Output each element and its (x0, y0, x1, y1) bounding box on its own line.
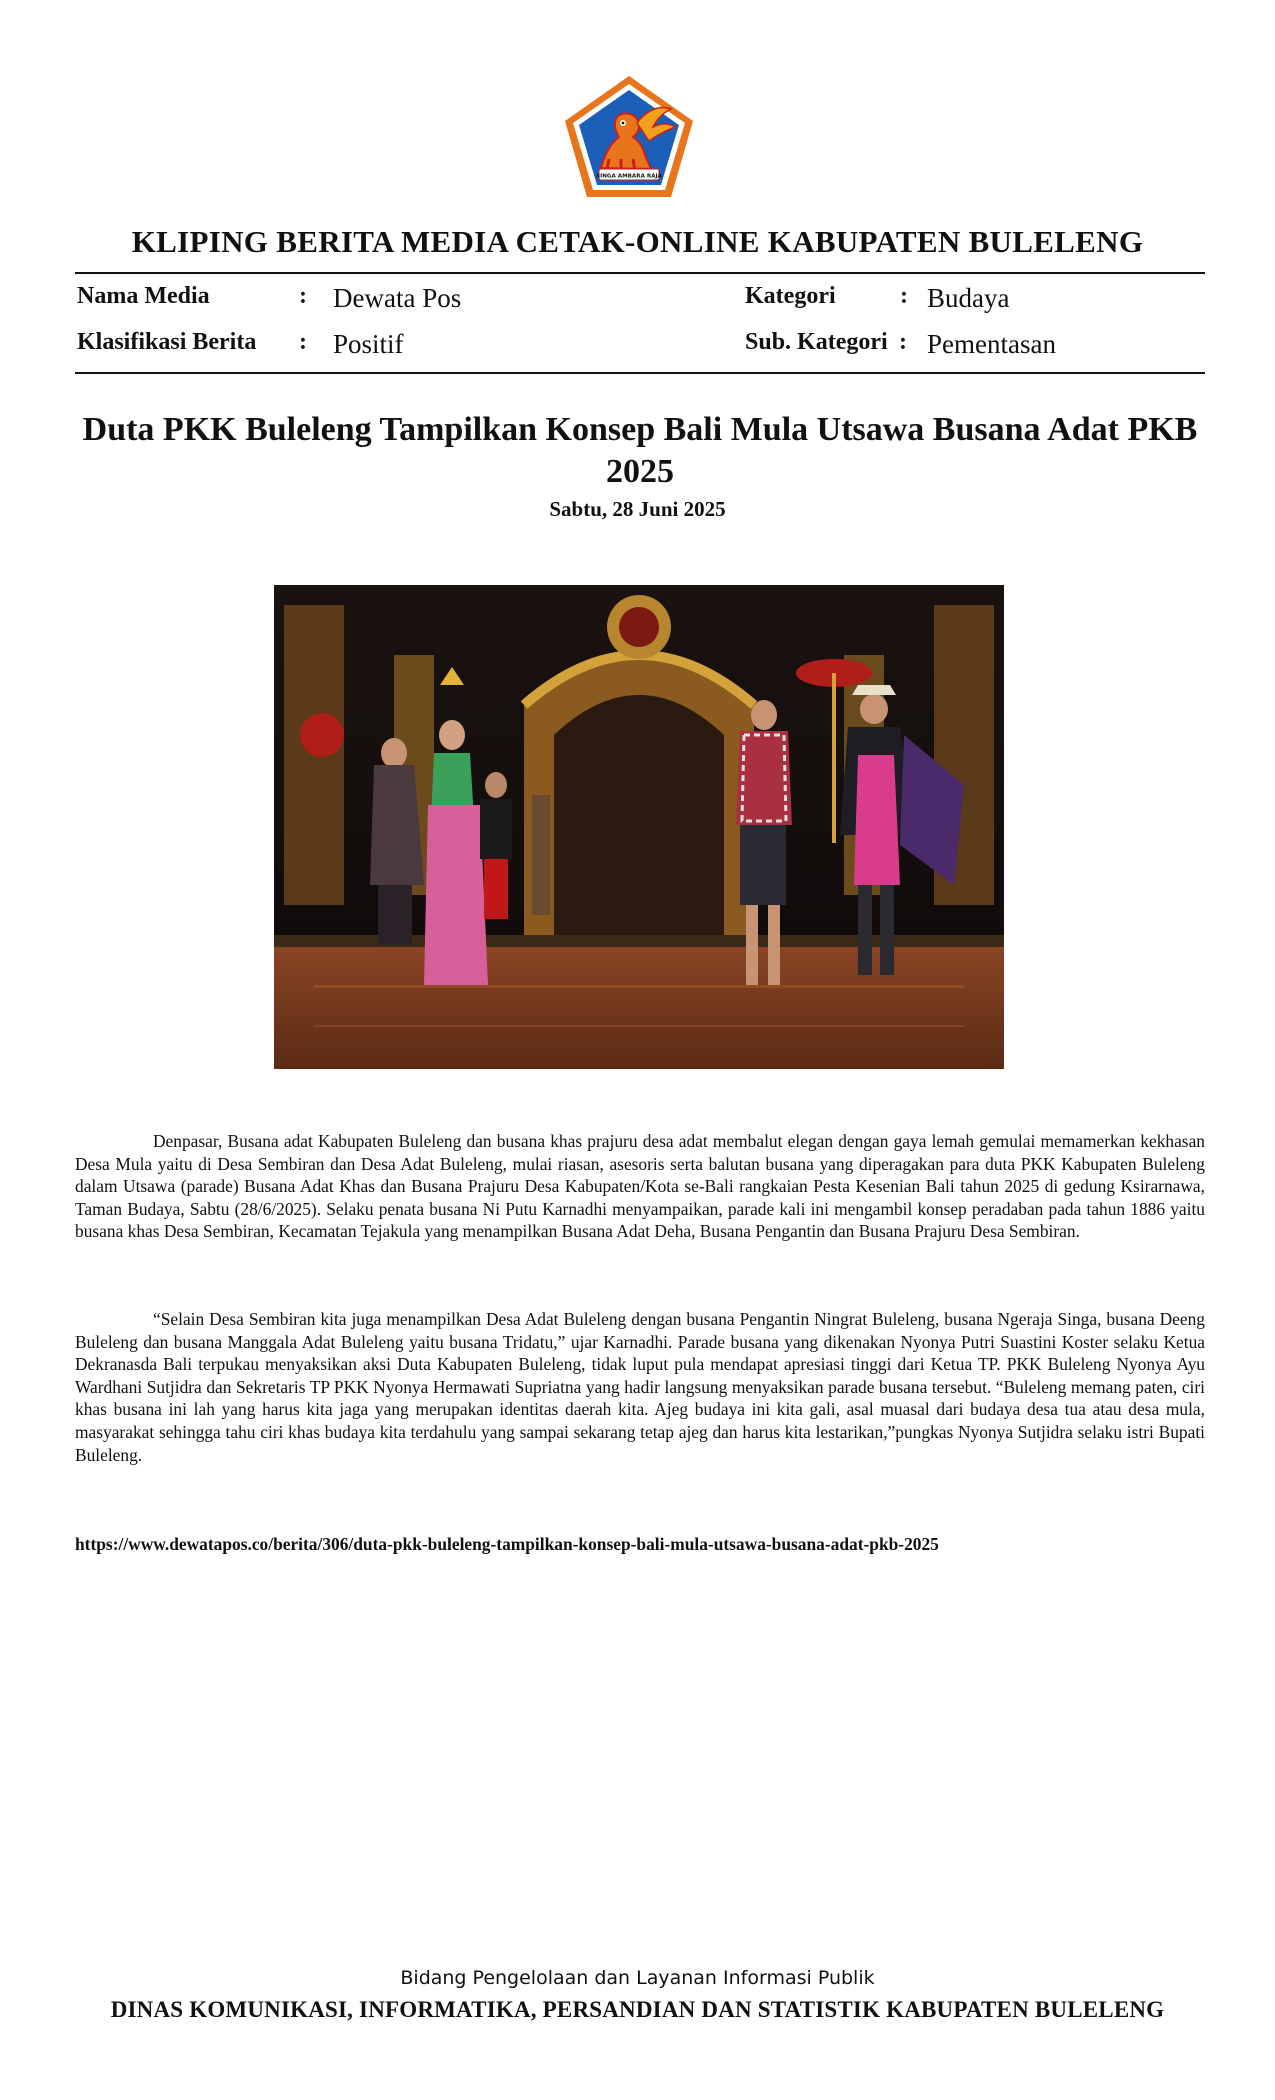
article-headline: Duta PKK Buleleng Tampilkan Konsep Bali Mula Utsawa Busana Adat PKB 2025 (82, 411, 1198, 490)
subkategori-colon: : (899, 329, 907, 355)
header-title: KLIPING BERITA MEDIA CETAK-ONLINE KABUPATEN BULELENG (131, 224, 1144, 259)
header-divider-bottom (75, 372, 1205, 374)
header-divider-top (75, 272, 1205, 274)
subkategori-value: Pementasan (927, 329, 1056, 359)
footer-agency: DINAS KOMUNIKASI, INFORMATIKA, PERSANDIAN DAN STATISTIK KABUPATEN BULELENG (110, 1997, 1165, 2022)
buleleng-emblem-logo (561, 73, 697, 201)
article-paragraph-1: Denpasar, Busana adat Kabupaten Buleleng dan busana khas prajuru desa adat membalut elegan dengan gaya lemah gemulai memamerkan kekhasan Desa Mula yaitu di Desa Sembiran dan Desa Adat Buleleng, mulai riasan, asesoris serta balutan busana yang diperagakan para duta PKK Kabupaten Buleleng dalam Utsawa (parade) Busana Adat Khas dan Busana Prajuru Desa Kabupaten/Kota se-Bali rangkaian Pesta Kesenian Bali tahun 2025 di gedung Ksirarnawa, Taman Budaya, Sabtu (28/6/2025). Selaku penata busana Ni Putu Karnadhi menyampaikan, parade kali ini mengambil konsep peradaban pada tahun 1886 yaitu busana khas Desa Sembiran, Kecamatan Tejakula yang menampilkan Busana Adat Deha, Busana Pengantin dan Busana Prajuru Desa Sembiran. (75, 1131, 1205, 1242)
kategori-colon: : (900, 283, 908, 309)
klasifikasi-label: Klasifikasi Berita (77, 329, 257, 355)
klasifikasi-value: Positif (333, 329, 404, 359)
kategori-value: Budaya (927, 283, 1010, 313)
svg-text:SINGA AMBARA RAJA: SINGA AMBARA RAJA (596, 173, 662, 180)
article-date: Sabtu, 28 Juni 2025 (549, 497, 726, 521)
source-url-link[interactable]: https://www.dewatapos.co/berita/306/duta-pkk-buleleng-tampilkan-konsep-bali-mula-utsawa-busana-adat-pkb-2025 (75, 1534, 939, 1554)
media-value: Dewata Pos (333, 283, 462, 313)
article-paragraph-2: “Selain Desa Sembiran kita juga menampilkan Desa Adat Buleleng dengan busana Pengantin Ningrat Buleleng, busana Ngeraja Singa, busana Deeng Buleleng dan busana Manggala Adat Buleleng yaitu busana Tridatu,” ujar Karnadhi. Parade busana yang dikenakan Nyonya Putri Suastini Koster selaku Ketua Dekranasda Bali terpukau menyaksikan aksi Duta Kabupaten Buleleng, tidak luput pula mendapat apresiasi tinggi dari Ketua TP. PKK Buleleng Nyonya Ayu Wardhani Sutjidra dan Sekretaris TP PKK Nyonya Hermawati Supriatna yang hadir langsung menyaksikan parade busana tersebut. “Buleleng memang paten, ciri khas busana ini lah yang harus kita jaga yang merupakan identitas daerah kita. Ajeg budaya ini kita gali, asal muasal dari budaya desa tua atau desa mula, masyarakat sehingga tahu ciri khas budaya kita terdahulu yang sampai sekarang tetap ajeg dan harus kita lestarikan,”pungkas Nyonya Sutjidra selaku istri Bupati Buleleng. (75, 1309, 1205, 1465)
media-label: Nama Media (77, 283, 210, 309)
footer-subtitle: Bidang Pengelolaan dan Layanan Informasi Publik (400, 1967, 875, 1989)
subkategori-label: Sub. Kategori (745, 329, 888, 355)
kategori-label: Kategori (745, 283, 836, 309)
article-photo (274, 585, 1004, 1069)
media-colon: : (299, 283, 307, 309)
klasifikasi-colon: : (299, 329, 307, 355)
